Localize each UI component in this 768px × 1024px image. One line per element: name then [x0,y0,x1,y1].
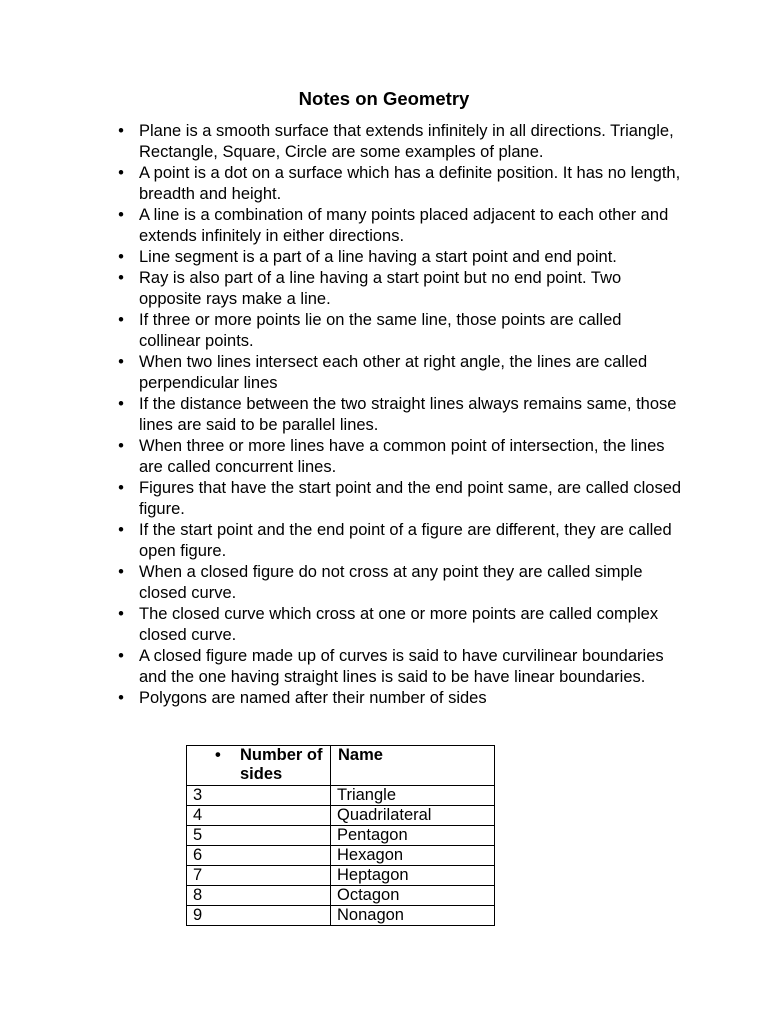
list-item [118,394,684,436]
bullet-icon: • [118,521,124,539]
cell-name: Hexagon [331,846,495,866]
list-item-text: A point is a dot on a surface which has a definite position. It has no length, breadth and height. [139,164,681,203]
table-row [187,846,495,866]
list-item [118,562,684,604]
bullet-icon: • [118,689,124,707]
table-row [187,786,495,806]
polygon-sides-table [186,745,495,926]
list-item-text: Ray is also part of a line having a start point but no end point. Two opposite rays make a line. [139,269,622,308]
table-row [187,806,495,826]
cell-sides: 4 [187,806,331,826]
list-item-text: A line is a combination of many points placed adjacent to each other and extends infinitely in either directions. [139,206,669,245]
bullet-icon: • [118,206,124,224]
bullet-icon: • [118,395,124,413]
cell-name: Heptagon [331,866,495,886]
list-item-text: The closed curve which cross at one or more points are called complex closed curve. [139,605,659,644]
list-item [118,646,684,688]
bullet-icon: • [118,122,124,140]
cell-sides: 3 [187,786,331,806]
cell-name: Octagon [331,886,495,906]
bullet-icon: • [118,605,124,623]
cell-name: Quadrilateral [331,806,495,826]
bullet-icon: • [118,563,124,581]
bullet-icon: • [118,647,124,665]
header-label: Name [338,746,383,764]
list-item [118,268,684,310]
list-item [118,352,684,394]
bullet-icon: • [215,746,221,764]
list-item [118,688,684,709]
list-item-text: Polygons are named after their number of sides [139,689,487,707]
list-item [118,520,684,562]
list-item-text: Figures that have the start point and the end point same, are called closed figure. [139,479,682,518]
cell-sides: 7 [187,866,331,886]
table-row [187,886,495,906]
notes-list [118,121,684,709]
cell-name: Nonagon [331,906,495,926]
table-header-row [187,746,495,786]
list-item-text: A closed figure made up of curves is said to have curvilinear boundaries and the one having straight lines is said to be have linear boundaries. [139,647,664,686]
cell-sides: 8 [187,886,331,906]
document-title: Notes on Geometry [298,88,470,109]
header-label: Number of sides [240,746,323,783]
column-header-name [331,746,495,786]
list-item-text: Line segment is a part of a line having a start point and end point. [139,248,617,266]
list-item-text: If the distance between the two straight lines always remains same, those lines are said to be parallel lines. [139,395,677,434]
list-item [118,478,684,520]
bullet-icon: • [118,248,124,266]
list-item [118,310,684,352]
list-item-text: When three or more lines have a common point of intersection, the lines are called concurrent lines. [139,437,665,476]
column-header-number-of-sides [187,746,331,786]
list-item [118,163,684,205]
bullet-icon: • [118,353,124,371]
list-item [118,121,684,163]
table-row [187,866,495,886]
polygon-table-container [186,745,495,926]
cell-name: Triangle [331,786,495,806]
bullet-icon: • [118,164,124,182]
list-item [118,205,684,247]
list-item-text: When a closed figure do not cross at any point they are called simple closed curve. [139,563,643,602]
list-item [118,436,684,478]
cell-sides: 6 [187,846,331,866]
bullet-icon: • [118,479,124,497]
list-item-text: If three or more points lie on the same line, those points are called collinear points. [139,311,622,350]
bullet-icon: • [118,311,124,329]
cell-sides: 5 [187,826,331,846]
list-item-text: Plane is a smooth surface that extends infinitely in all directions. Triangle, Rectangle, Square, Circle are some examples of plane. [139,122,674,161]
list-item [118,247,684,268]
cell-name: Pentagon [331,826,495,846]
bullet-icon: • [118,437,124,455]
bullet-icon: • [118,269,124,287]
table-row [187,906,495,926]
table-row [187,826,495,846]
list-item-text: When two lines intersect each other at right angle, the lines are called perpendicular lines [139,353,648,392]
cell-sides: 9 [187,906,331,926]
list-item-text: If the start point and the end point of a figure are different, they are called open figure. [139,521,672,560]
list-item [118,604,684,646]
